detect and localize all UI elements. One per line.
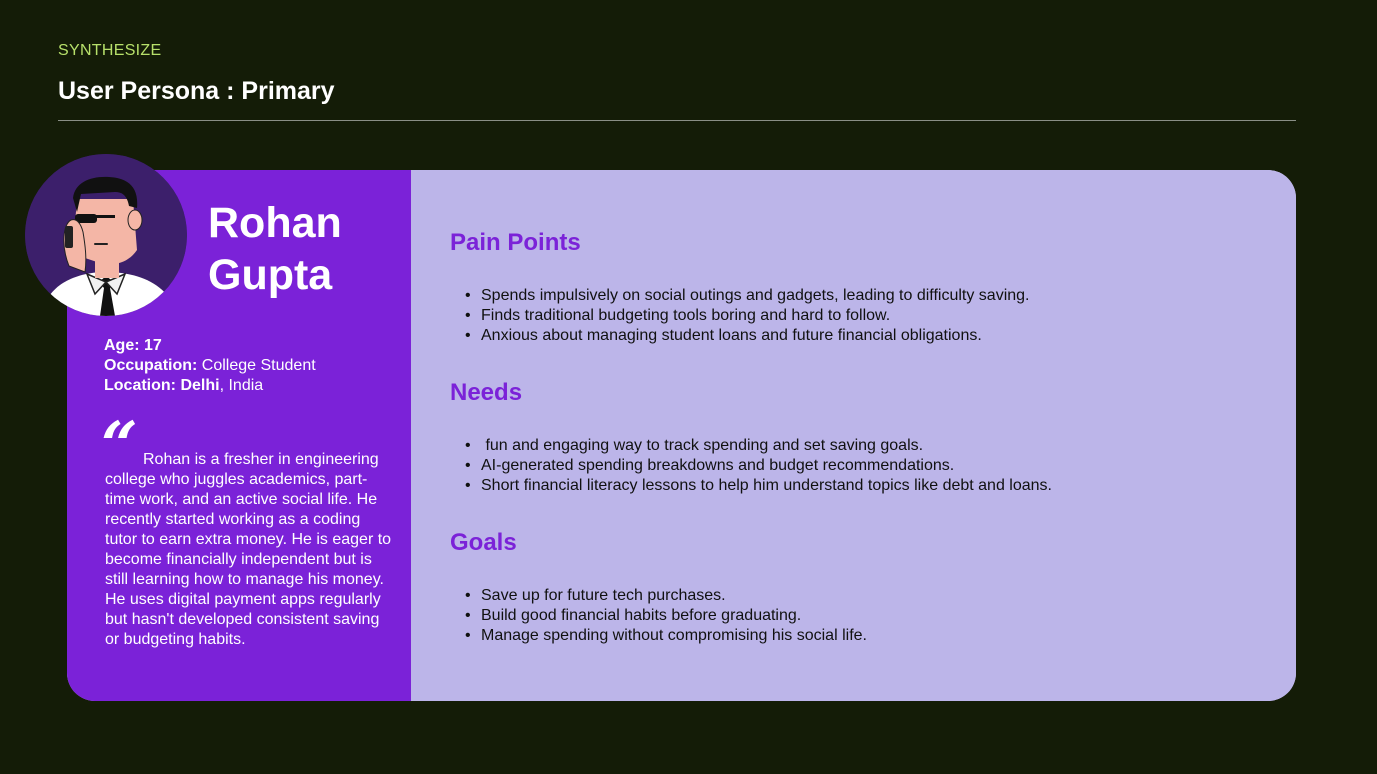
list-item: • Short financial literacy lessons to help him understand topics like debt and loans.	[465, 476, 1052, 496]
occupation-value: College Student	[201, 357, 316, 374]
list-item: • Build good financial habits before graduating.	[465, 606, 867, 626]
pain-points-title: Pain Points	[450, 229, 581, 256]
age-label: Age:	[104, 337, 140, 354]
occupation-label: Occupation:	[104, 357, 198, 374]
location-city: Delhi	[180, 377, 220, 394]
location-country: , India	[219, 377, 264, 394]
needs-title: Needs	[450, 379, 523, 406]
needs-list	[465, 436, 1052, 496]
goals-list	[465, 586, 867, 646]
persona-bio: Rohan is a fresher in engineering college who juggles academics, part-time work, and an active social life. He recently started working as a coding tutor to earn extra money. He is eager to become financially independent but is still learning how to manage his money. He uses digital payment apps regularly but hasn't developed consistent saving or budgeting habits.	[105, 451, 392, 648]
quote-mark-icon: “	[101, 408, 138, 483]
list-item: • Spends impulsively on social outings and gadgets, leading to difficulty saving.	[465, 286, 1029, 306]
persona-name	[208, 197, 342, 301]
persona-occupation-row	[104, 356, 316, 376]
goals-title: Goals	[450, 529, 517, 556]
list-item: • AI-generated spending breakdowns and budget recommendations.	[465, 456, 1052, 476]
list-item: • fun and engaging way to track spending and set saving goals.	[465, 436, 1052, 456]
location-label: Location:	[104, 377, 176, 394]
list-item: • Save up for future tech purchases.	[465, 586, 867, 606]
list-item: • Anxious about managing student loans and future financial obligations.	[465, 326, 1029, 346]
list-item: • Manage spending without compromising his social life.	[465, 626, 867, 646]
section-eyebrow: SYNTHESIZE	[58, 42, 162, 59]
avatar-illustration	[25, 154, 187, 316]
persona-first-name: Rohan	[208, 199, 342, 247]
persona-meta	[104, 336, 316, 396]
person-avatar-icon	[25, 154, 187, 316]
list-item: • Finds traditional budgeting tools boring and hard to follow.	[465, 306, 1029, 326]
persona-age-row	[104, 336, 316, 356]
persona-location-row	[104, 376, 316, 396]
header-divider	[58, 120, 1296, 121]
page-title: User Persona : Primary	[58, 77, 335, 105]
pain-points-list	[465, 286, 1029, 346]
age-value: 17	[144, 337, 162, 354]
persona-last-name: Gupta	[208, 251, 333, 299]
